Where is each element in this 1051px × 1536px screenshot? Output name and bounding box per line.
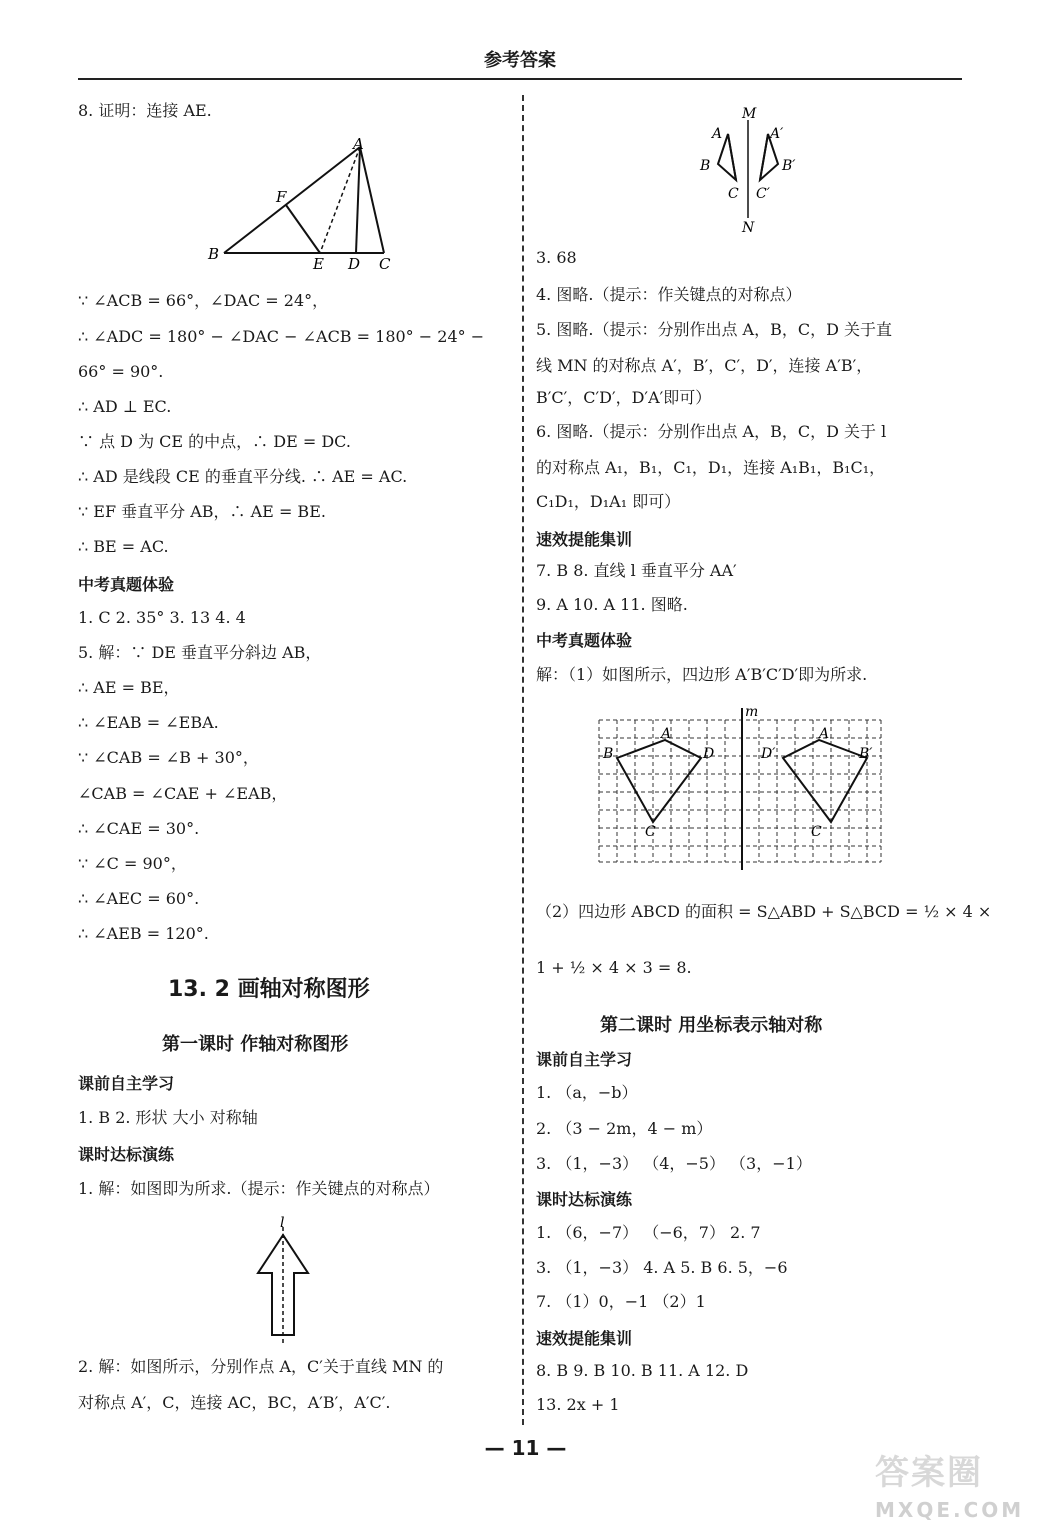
watermark-sub: MXQE.COM [875,1498,1025,1522]
left-answer-line: ∠CAB = ∠CAE + ∠EAB， [78,784,288,803]
label-C-left: C [728,186,739,202]
right-answer-line: 1. （a，−b） [536,1083,638,1102]
grid-label-D: D [703,746,715,762]
right-answer-line: 3. （1，−3） （4，−5） （3，−1） [536,1154,812,1173]
left-answer-line: ∴ ∠AEB = 120°. [78,924,209,943]
right-answer-line: 6. 图略.（提示：分别作出点 A，B，C，D 关于 l [536,422,887,441]
right-answer-line: 2. （3 − 2m，4 − m） [536,1119,713,1138]
right-answer-line: 线 MN 的对称点 A′，B′，C′，D′，连接 A′B′， [536,356,873,375]
right-answer-line: 解：（1）如图所示，四边形 A′B′C′D′即为所求. [536,665,868,684]
label-A-prime: A′ [770,126,784,142]
left-answer-line: ∴ ∠ADC = 180° − ∠DAC − ∠ACB = 180° − 24° − [78,327,485,346]
label-B-left: B [700,158,711,174]
right-answer-line: 9. A 10. A 11. 图略. [536,595,688,614]
lesson-heading-2: 第二课时 用坐标表示轴对称 [600,1015,823,1036]
right-answer-line: （2）四边形 ABCD 的面积 = S△ABD + S△BCD = ½ × 4 × [536,902,992,921]
label-F: F [276,188,287,206]
page-number: — 11 — [484,1436,567,1460]
section-pre-left: 课前自主学习 [78,1074,175,1093]
left-answer-line: ∵ 点 D 为 CE 的中点，∴ DE = DC. [78,432,351,451]
grid-label-C-prime: C [811,824,822,840]
section-class-right: 课时达标演练 [536,1190,633,1209]
left-answer-line: ∴ BE = AC. [78,537,169,556]
right-answer-line: 3. 68 [536,248,577,267]
left-answer-line: 1. C 2. 35° 3. 13 4. 4 [78,608,246,627]
grid-label-C: C [645,824,656,840]
section-boost2-right: 速效提能集训 [536,1329,633,1348]
grid-label-m: m [745,704,759,720]
section-boost-right: 速效提能集训 [536,530,633,549]
watermark-text: 答案圈 [875,1453,983,1493]
label-M: M [742,106,757,122]
section-exam-right: 中考真题体验 [536,631,633,650]
right-answer-line: B′C′，C′D′，D′A′即可） [536,388,712,407]
left-answer-line: 66° = 90°. [78,362,164,381]
left-answer-line: ∵ ∠C = 90°， [78,854,187,873]
left-answer-line: ∴ AE = BE， [78,678,180,697]
left-answer-line: 8. 证明：连接 AE. [78,101,212,120]
right-answer-line: 4. 图略.（提示：作关键点的对称点） [536,285,802,304]
section-class-left: 课时达标演练 [78,1145,175,1164]
grid-label-A-prime: A [819,726,830,742]
right-answer-line: 13. 2x + 1 [536,1395,620,1414]
lesson-heading-1: 第一课时 作轴对称图形 [162,1034,349,1055]
label-A-left: A [712,126,723,142]
page-header [78,42,962,80]
section-pre-right: 课前自主学习 [536,1050,633,1069]
header-title: 参考答案 [484,50,556,71]
column-divider [522,95,524,1425]
left-answer-line: ∴ ∠AEC = 60°. [78,889,200,908]
right-answer-line: 1 + ½ × 4 × 3 = 8. [536,958,692,977]
right-answer-line: 3. （1，−3） 4. A 5. B 6. 5，−6 [536,1258,788,1277]
left-answer-line: 1. 解：如图即为所求.（提示：作关键点的对称点） [78,1179,440,1198]
left-answer-line: ∵ ∠ACB = 66°，∠DAC = 24°， [78,291,329,310]
left-answer-line: ∴ AD 是线段 CE 的垂直平分线. ∴ AE = AC. [78,467,408,486]
triangle-figure [200,135,410,270]
left-answer-line: 5. 解：∵ DE 垂直平分斜边 AB， [78,643,322,662]
right-answer-line: 1. （6，−7） （−6，7） 2. 7 [536,1223,761,1242]
right-answer-line: 8. B 9. B 10. B 11. A 12. D [536,1361,749,1380]
right-answer-line: C₁D₁，D₁A₁ 即可） [536,492,681,511]
label-B-prime: B′ [782,158,796,174]
left-answer-line: ∴ AD ⊥ EC. [78,397,172,416]
left-answer-line: ∴ ∠CAE = 30°. [78,819,200,838]
watermark-logo [875,1445,1035,1525]
right-answer-line: 7. B 8. 直线 l 垂直平分 AA′ [536,561,737,580]
mn-symmetry-figure [690,100,810,235]
label-E: E [313,255,324,270]
left-answer-line: ∴ ∠EAB = ∠EBA. [78,713,219,732]
label-A: A [353,135,364,153]
grid-figure [595,700,885,870]
label-C-prime: C′ [756,186,770,202]
arrow-figure [250,1215,320,1345]
grid-label-B: B [603,746,614,762]
section-heading: 13. 2 画轴对称图形 [168,977,370,1002]
right-answer-line: 的对称点 A₁，B₁，C₁，D₁，连接 A₁B₁，B₁C₁， [536,458,886,477]
left-answer-line: 对称点 A′，C，连接 AC，BC，A′B′，A′C′. [78,1393,391,1412]
label-C: C [379,255,391,270]
left-answer-line: 1. B 2. 形状 大小 对称轴 [78,1108,258,1127]
label-l: l [280,1215,285,1231]
grid-label-A: A [661,726,672,742]
left-answer-line: 2. 解：如图所示，分别作点 A，C′关于直线 MN 的 [78,1357,444,1376]
label-D: D [348,255,361,270]
section-exam-left: 中考真题体验 [78,575,175,594]
grid-label-B-prime: B′ [859,746,873,762]
right-answer-line: 5. 图略.（提示：分别作出点 A，B，C，D 关于直 [536,320,892,339]
label-B: B [208,245,220,263]
right-answer-line: 7. （1）0，−1 （2）1 [536,1292,706,1311]
left-answer-line: ∵ EF 垂直平分 AB，∴ AE = BE. [78,502,326,521]
grid-label-D-prime: D′ [761,746,776,762]
left-answer-line: ∵ ∠CAB = ∠B + 30°， [78,748,259,767]
label-N: N [742,220,755,235]
